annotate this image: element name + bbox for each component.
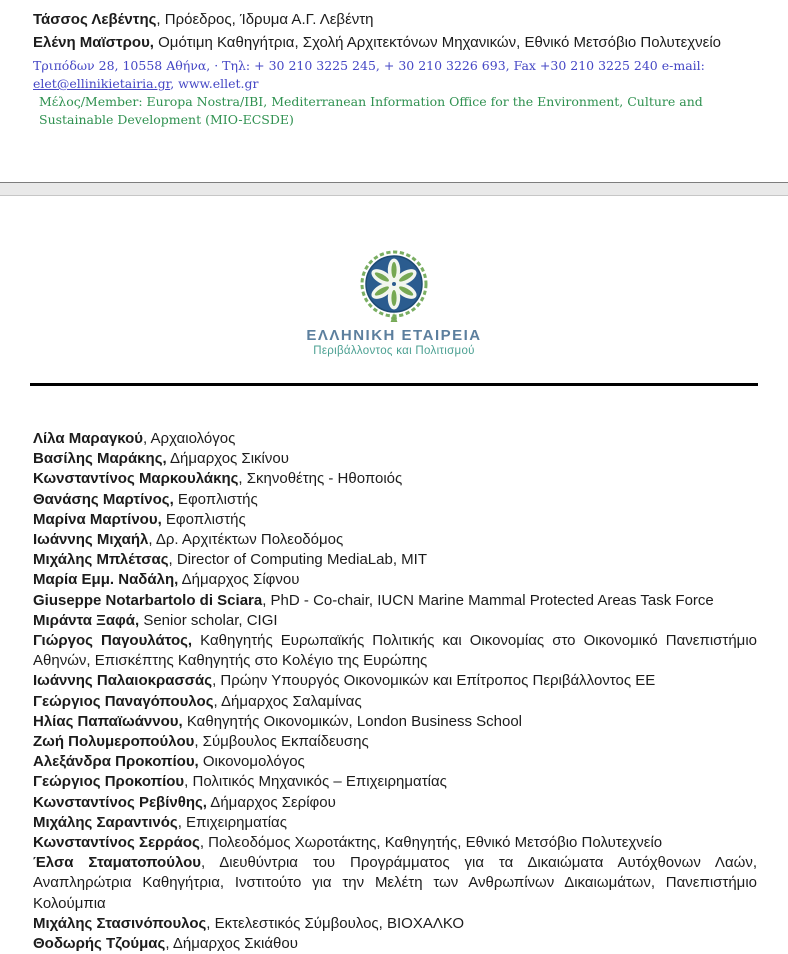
signatory-name: Giuseppe Notarbartolo di Sciara — [33, 591, 263, 609]
address-suffix: , www.ellet.gr — [170, 76, 259, 91]
logo-org-name: ΕΛΛΗΝΙΚΗ ΕΤΑΙΡΕΙΑ — [306, 327, 482, 344]
signatory-row — [33, 591, 757, 611]
signatory-role: , Επιχειρηματίας — [177, 813, 287, 831]
signatory-row — [33, 8, 760, 31]
signatory-name: Κωνσταντίνος Ρεβίνθης, — [33, 793, 207, 811]
signatory-role: Δήμαρχος Σίφνου — [178, 571, 300, 589]
signatory-name: Γιώργος Παγουλάτος, — [33, 632, 193, 650]
signatory-role: , Εκτελεστικός Σύμβουλος, ΒΙΟΧΑΛΚΟ — [206, 914, 465, 932]
signatory-role: Καθηγητής Οικονομικών, London Business School — [182, 712, 522, 730]
signatory-role: , Πολεοδόμος Χωροτάκτης, Καθηγητής, Εθνικό Μετσόβιο Πολυτεχνείο — [199, 834, 663, 852]
signatory-name: Λίλα Μαραγκού — [33, 430, 144, 447]
signatory-row — [33, 469, 757, 489]
signatory-row — [33, 772, 757, 792]
signatory-row — [33, 671, 757, 691]
signatory-row — [33, 631, 757, 671]
logo-tagline: Περιβάλλοντος και Πολιτισμού — [313, 345, 475, 357]
signatory-role: Δήμαρχος Σικίνου — [166, 450, 289, 468]
signatory-role: Εφοπλιστής — [161, 510, 246, 528]
signatory-name: Θανάσης Μαρτίνος, — [33, 490, 174, 508]
signatory-role: , Σκηνοθέτης - Ηθοποιός — [238, 470, 403, 488]
signatory-row — [33, 570, 757, 590]
membership-line: Μέλος/Member: Europa Nostra/IBI, Mediterranean Information Office for the Environment, Culture and Sustainable Development (MIO-ECSDE) — [39, 94, 703, 127]
signatory-name: Μιχάλης Σαραντινός — [33, 813, 178, 831]
signatory-role: , Δρ. Αρχιτέκτων Πολεοδόμος — [148, 531, 344, 549]
signatory-role: , Δήμαρχος Σκιάθου — [165, 935, 298, 953]
signatory-role: , Διευθύντρια του Προγράμματος για τα Δικαιώματα Αυτόχθονων Λαών, Αναπληρώτρια Καθηγήτρια, Ινστιτούτο για την Μελέτη των Ανθρωπίνων Δικαιωμάτων, Πανεπιστήμιο Κολούμπια — [33, 854, 757, 912]
signatory-role: , Δήμαρχος Σαλαμίνας — [213, 692, 362, 710]
signatory-row — [33, 934, 757, 954]
signatory-row — [33, 813, 757, 833]
address-line — [33, 57, 770, 93]
signatory-name: Μαρία Εμμ. Ναδάλη, — [33, 571, 179, 589]
signatory-row — [33, 732, 757, 752]
signatory-name: Ελένη Μαϊστρου, — [33, 34, 154, 51]
signatory-role: Εφοπλιστής — [173, 490, 258, 508]
signatory-row — [33, 550, 757, 570]
signatory-row — [33, 449, 757, 469]
previous-page-signatories — [0, 0, 788, 54]
signatory-name: Αλεξάνδρα Προκοπίου, — [33, 753, 199, 771]
signatories-list — [33, 429, 757, 954]
signatory-name: Μαρίνα Μαρτίνου, — [33, 510, 162, 528]
signatory-name: Γεώργιος Παναγόπουλος — [33, 692, 214, 710]
rosette-emblem-icon — [357, 249, 431, 325]
signatory-name: Ιωάννης Μιχαήλ — [33, 531, 149, 549]
signatory-name: Μιχάλης Στασινόπουλος — [33, 914, 207, 932]
signatory-row — [33, 530, 757, 550]
signatory-name: Κωνσταντίνος Μαρκουλάκης — [33, 470, 239, 488]
signatory-name: Έλσα Σταματοπούλου — [33, 854, 201, 872]
section-divider-rule — [30, 383, 758, 386]
signatory-role: , Σύμβουλος Εκπαίδευσης — [194, 733, 369, 751]
signatory-role: , Πολιτικός Μηχανικός – Επιχειρηματίας — [184, 773, 447, 791]
contact-footer — [0, 54, 788, 129]
page-break-band — [0, 182, 788, 196]
signatory-role: , Director of Computing MediaLab, MIT — [168, 551, 427, 569]
signatory-role: Δήμαρχος Σερίφου — [206, 793, 336, 811]
signatory-name: Ιωάννης Παλαιοκρασσάς — [33, 672, 213, 690]
signatory-role: , Αρχαιολόγος — [143, 430, 236, 447]
signatory-name: Βασίλης Μαράκης, — [33, 450, 167, 468]
signatory-row — [33, 712, 757, 732]
signatory-role: , PhD - Co-chair, IUCN Marine Mammal Protected Areas Task Force — [262, 591, 714, 609]
signatory-name: Ηλίας Παπαϊωάννου, — [33, 712, 183, 730]
signatory-row — [33, 833, 757, 853]
organization-logo — [0, 249, 788, 358]
signatory-row — [33, 429, 757, 449]
signatory-name: Μιράντα Ξαφά, — [33, 611, 140, 629]
address-prefix: Τριπόδων 28, 10558 Αθήνα, · Τηλ: + 30 210 3225 245, + 30 210 3226 693, Fax +30 210 3225 240 e-mail: — [33, 58, 705, 73]
signatory-name: Κωνσταντίνος Σερράος — [33, 834, 200, 852]
signatory-role: Ομότιμη Καθηγήτρια, Σχολή Αρχιτεκτόνων Μηχανικών, Εθνικό Μετσόβιο Πολυτεχνείο — [153, 34, 722, 51]
signatory-name: Μιχάλης Μπλέτσας — [33, 551, 169, 569]
signatory-role: Senior scholar, CIGI — [139, 611, 278, 629]
signatory-row — [33, 611, 757, 631]
signatory-row — [33, 914, 757, 934]
signatory-name: Θοδωρής Τζούμας — [33, 935, 166, 953]
signatory-row — [33, 853, 757, 914]
signatory-name: Γεώργιος Προκοπίου — [33, 773, 185, 791]
signatory-role: , Πρώην Υπουργός Οικονομικών και Επίτροπος Περιβάλλοντος ΕΕ — [212, 672, 656, 690]
signatory-row — [33, 510, 757, 530]
signatory-row — [33, 692, 757, 712]
signatory-role: , Πρόεδρος, Ίδρυμα Α.Γ. Λεβέντη — [156, 11, 374, 28]
signatory-row — [33, 793, 757, 813]
signatory-row — [33, 752, 757, 772]
signatory-row — [33, 31, 760, 54]
signatory-name: Τάσσος Λεβέντης — [33, 11, 157, 28]
signatory-role: Καθηγητής Ευρωπαϊκής Πολιτικής και Οικονομίας στο Οικονομικό Πανεπιστήμιο Αθηνών, Επισκέπτης Καθηγητής στο Κολέγιο της Ευρώπης — [33, 632, 757, 670]
signatory-row — [33, 490, 757, 510]
signatory-role: Οικονομολόγος — [198, 753, 305, 771]
email-link[interactable]: elet@ellinikietairia.gr — [33, 76, 171, 91]
signatory-name: Ζωή Πολυμεροπούλου — [33, 733, 195, 751]
